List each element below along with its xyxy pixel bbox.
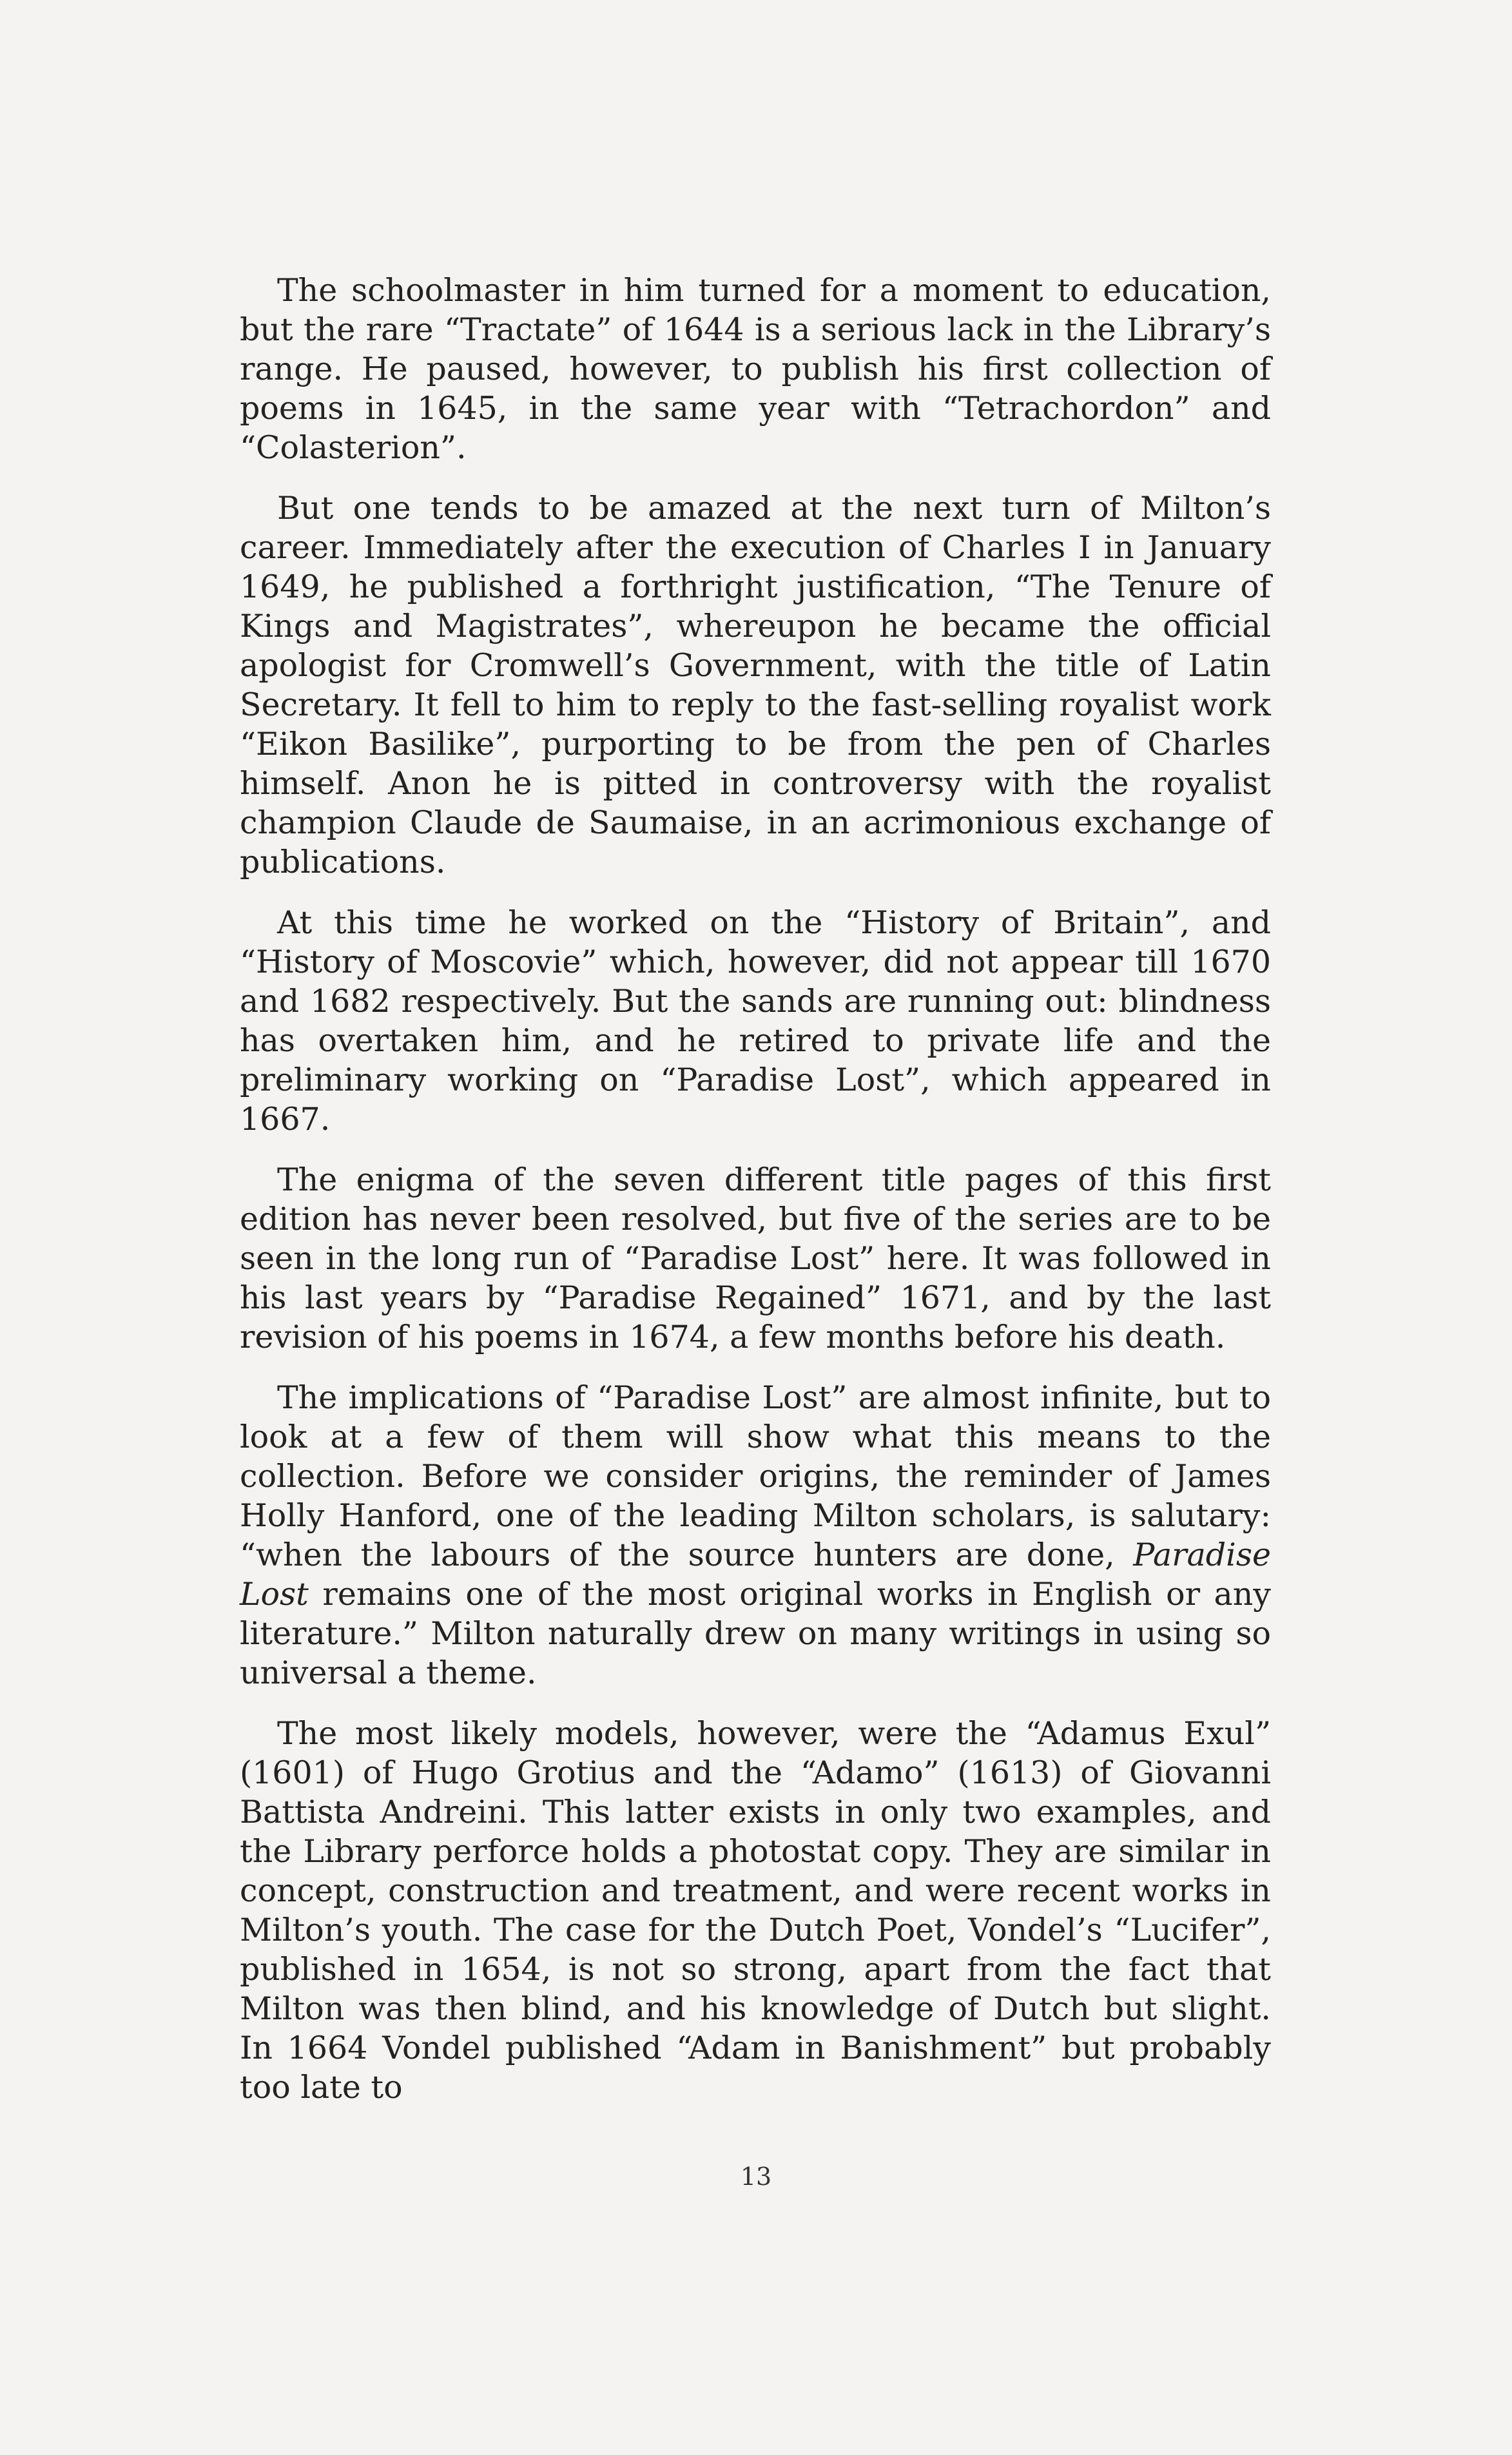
paragraph-title-pages: The enigma of the seven different title pages of this first edition has never been resolved, but five of the series are to be seen in the long run of “Paradise Lost” here. It was followed in his last years by “Paradise Regained” 1671, and by the last revision of his poems in 1674, a few months before his death. [240,1161,1271,1355]
paragraph-tractate: The schoolmaster in him turned for a moment to education, but the rare “Tractate” of 1644 is a serious lack in the Library’s range. He paused, however, to publish his first collection of poems in 1645, in the same year with “Tetrachordon” and “Colasterion”. [240,272,1271,466]
paragraph-implications [240,1378,1271,1693]
implications-text-before: The implications of “Paradise Lost” are almost infinite, but to look at a few of them will show what this means to the collection. Before we consider origins, the reminder of James Holly Hanford, one of the leading Milton scholars, is salutary: “when the labours of the source hunters are done, [240,1379,1271,1573]
implications-italic-title: Paradise Lost [240,1537,1271,1613]
paragraph-models: The most likely models, however, were the “Adamus Exul” (1601) of Hugo Grotius and the “Adamo” (1613) of Giovanni Battista Andreini. This latter exists in only two examples, and the Library perforce holds a photostat copy. They are similar in concept, construction and treatment, and were recent works in Milton’s youth. The case for the Dutch Poet, Vondel’s “Lucifer”, published in 1654, is not so strong, apart from the fact that Milton was then blind, and his knowledge of Dutch but slight. In 1664 Vondel published “Adam in Banishment” but probably too late to [240,1715,1271,2106]
body-text [240,271,1271,2128]
implications-text-after: remains one of the most original works in English or any literature.” Milton naturally drew on many writings in using so universal a theme. [240,1576,1271,1691]
paragraph-history: At this time he worked on the “History of Britain”, and “History of Moscovie” which, however, did not appear till 1670 and 1682 respectively. But the sands are running out: blindness has overtaken him, and he retired to private life and the preliminary working on “Paradise Lost”, which appeared in 1667. [240,904,1271,1138]
paragraph-career: But one tends to be amazed at the next turn of Milton’s career. Immediately after the execution of Charles I in January 1649, he published a forthright justification, “The Tenure of Kings and Magistrates”, whereupon he became the official apologist for Cromwell’s Government, with the title of Latin Secretary. It fell to him to reply to the fast-selling royalist work “Eikon Basilike”, purporting to be from the pen of Charles himself. Anon he is pitted in controversy with the royalist champion Claude de Saumaise, in an acrimonious exchange of publications. [240,490,1271,880]
page-number: 13 [740,2162,772,2191]
